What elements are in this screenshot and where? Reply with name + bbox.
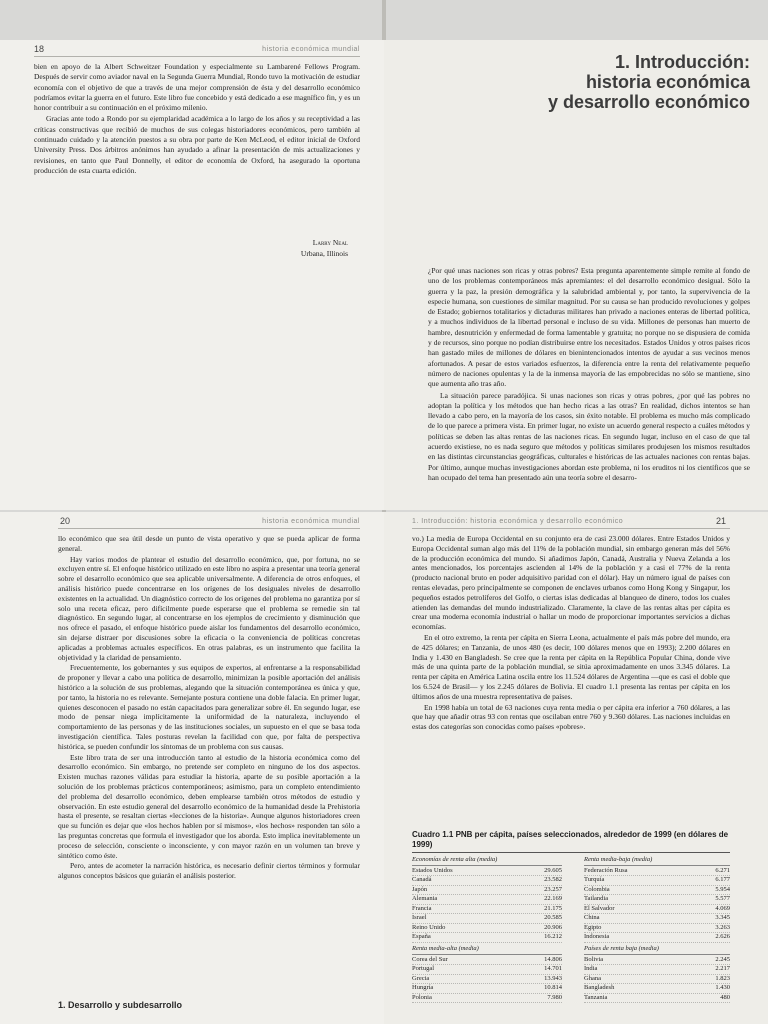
gnp-value: 3.263 xyxy=(715,923,730,931)
country-name: Turquía xyxy=(584,876,605,883)
table-row xyxy=(584,956,730,966)
gnp-value: 10.814 xyxy=(544,984,562,991)
signature-place: Urbana, Illinois xyxy=(300,249,348,258)
gnp-value: 6.271 xyxy=(715,866,730,874)
table-row xyxy=(584,965,730,975)
table-row xyxy=(584,886,730,896)
page-20 xyxy=(0,512,384,1024)
gnp-value: 7.980 xyxy=(547,993,562,1001)
table-group-lower-middle-income xyxy=(584,856,730,943)
gnp-value: 23.257 xyxy=(544,885,562,893)
country-name: Portugal xyxy=(412,965,435,972)
country-name: Corea del Sur xyxy=(412,955,448,963)
country-name: Egipto xyxy=(584,923,602,931)
gnp-value: 14.701 xyxy=(544,965,562,972)
table-row xyxy=(412,965,562,975)
table-top-rule xyxy=(412,852,730,853)
table-group-title: Renta media-alta (media) xyxy=(412,945,562,955)
country-name: India xyxy=(584,965,598,972)
country-name: Francia xyxy=(412,904,432,912)
paragraph: vo.) La media de Europa Occidental en su conjunto era de casi 23.000 dólares. Entre Estados Unidos y Europa Occidental suman algo más del 11% de la población mundial, sin embargo generan más del 56% de la producción económica del mundo. Si añadimos Japón, Canadá, Australia y Nueva Zelanda a los antes mencionados, los porcentajes ascienden al 14% de la población y a casi el 77% de la renta (producto nacional bruto en poder adquisitivo paridad con el dólar). Hay un número igual de países con rentas elevadas, pero principalmente se componen de enclaves urbanos como Hong Kong y Singapur, los pequeños estados petrolíferos del Golfo, o ciertas islas dedicadas al blanqueo de dinero, todos los cuales atienden las demandas del mundo industrializado. Claramente, la clave de las rentas altas per cápita es crear una moderna economía industrial o hallar un modo de proporcionar importantes servicios a dichas economías. xyxy=(412,534,730,632)
country-name: Ghana xyxy=(584,974,601,982)
gnp-value: 1.823 xyxy=(715,974,730,982)
table-group-high-income xyxy=(412,856,562,943)
table-group-title: Renta media-baja (media) xyxy=(584,856,730,866)
table-row xyxy=(412,876,562,886)
table-group-low-income xyxy=(584,945,730,1003)
table-row xyxy=(412,867,562,877)
table-row xyxy=(584,895,730,905)
gnp-value: 22.169 xyxy=(544,895,562,902)
signature-name: Larry Neal xyxy=(312,238,348,247)
gnp-value: 2.626 xyxy=(715,933,730,940)
country-name: Bangladesh xyxy=(584,984,615,991)
country-name: Reino Unido xyxy=(412,923,446,931)
country-name: Colombia xyxy=(584,885,610,893)
table-row xyxy=(412,924,562,934)
table-row xyxy=(584,867,730,877)
gnp-value: 4.069 xyxy=(715,904,730,912)
body-text xyxy=(58,534,360,882)
table-row xyxy=(412,994,562,1004)
gnp-value: 14.806 xyxy=(544,955,562,963)
gnp-value: 23.582 xyxy=(544,876,562,883)
table-row xyxy=(412,886,562,896)
table-row xyxy=(412,933,562,943)
paragraph: Frecuentemente, los gobernantes y sus equipos de expertos, al enfrentarse a la responsabilidad de proponer y llevar a cabo una política de desarrollo, minimizan la posible aportación del análisis histórico a la solución de sus problemas, alegando que la situación contemporánea es única y que, por tanto, la historia no es relevante. Semejante postura contiene una doble falacia. En primer lugar, quienes desconocen el pasado no están capacitados para generalizar sobre él. En segundo lugar, ese modo de pensar niega implícitamente la uniformidad de la naturaleza, incluyendo el comportamiento de las personas y de las instituciones sociales, un supuesto en el que se basa toda investigación científica. Tales posturas revelan la facilidad con que, por falta de perspectiva histórica, se pueden confundir los síntomas de un problema con sus causas. xyxy=(58,663,360,751)
paragraph: llo económico que sea útil desde un punto de vista operativo y que se pueda aplicar de forma general. xyxy=(58,534,360,553)
country-name: China xyxy=(584,914,600,921)
chapter-title-line: y desarrollo económico xyxy=(547,92,750,112)
country-name: El Salvador xyxy=(584,904,615,912)
table-row xyxy=(584,975,730,985)
country-name: Tanzania xyxy=(584,993,608,1001)
section-heading: 1. Desarrollo y subdesarrollo xyxy=(58,1000,183,1010)
table-row xyxy=(412,975,562,985)
gnp-value: 20.906 xyxy=(544,923,562,931)
country-name: Israel xyxy=(412,914,427,921)
running-head: historia económica mundial xyxy=(262,46,360,53)
country-name: Alemania xyxy=(412,895,438,902)
gnp-value: 5.577 xyxy=(715,895,730,902)
gnp-value: 6.177 xyxy=(715,876,730,883)
page-number: 20 xyxy=(60,516,71,526)
chapter-title-line: 1. Introducción: xyxy=(615,52,750,72)
gnp-value: 5.954 xyxy=(715,885,730,893)
country-name: Indonesia xyxy=(584,933,610,940)
gnp-value: 1.430 xyxy=(715,984,730,991)
table-row xyxy=(584,933,730,943)
country-name: Canadá xyxy=(412,876,432,883)
gnp-value: 3.345 xyxy=(715,914,730,921)
body-text xyxy=(428,266,750,484)
body-text xyxy=(34,62,360,177)
paragraph: Hay varios modos de plantear el estudio del desarrollo económico, que, por fortuna, no se excluyen entre sí. El enfoque histórico utilizado en este libro no aspira a presentar una teoría general sobre el desarrollo económico que sea aplicable universalmente. A diferencia de otros enfoques, el análisis histórico puede concentrarse en los orígenes de los desiguales niveles de desarrollo existentes en la actualidad. Un diagnóstico correcto de los orígenes del problema no garantiza por sí solo una receta eficaz, pero difícilmente puede esperarse que el problema se remedie sin tal diagnóstico. En segundo lugar, al concentrarse en los ejemplos de crecimiento y disminución que nos ofrece el pasado, el enfoque histórico puede aislar los fundamentos del desarrollo económico, sin dejarse distraer por discusiones sobre la eficacia o la conveniencia de políticas concretas aplicadas a problemas actuales específicos. En otras palabras, es un instrumento que facilita la objetividad y la claridad de pensamiento. xyxy=(58,554,360,662)
header-rule xyxy=(412,528,730,529)
gnp-value: 29.605 xyxy=(544,866,562,874)
running-head: historia económica mundial xyxy=(262,518,360,525)
table-group-title: Países de renta baja (media) xyxy=(584,945,730,955)
page-18 xyxy=(0,40,384,510)
table-row xyxy=(584,994,730,1004)
paragraph: Este libro trata de ser una introducción tanto al estudio de la historia económica como del desarrollo económico. Sin embargo, no pretende ser completo en ninguno de los dos aspectos. Existen muchas razones válidas para estudiar la historia, aparte de su posible aportación a la solución de los problemas prácticos contemporáneos; asimismo, para un completo entendimiento del problema del desarrollo económico, deben emplearse también otros métodos de estudio y observación. En este estudio general del desarrollo económico de la humanidad desde la Prehistoria hasta el presente, se resaltan ciertas «lecciones de la historia». Aunque algunos historiadores creen que su función es dejar que «los hechos hablen por sí mismos», «los hechos» responden tan sólo a las preguntas concretas que formula el investigador que los aborda. Esto implica inevitablemente un proceso de selección, consciente o inconsciente, y con mayor razón en un volumen tan breve y sintético como éste. xyxy=(58,752,360,860)
gnp-value: 2.245 xyxy=(715,955,730,963)
paragraph: Pero, antes de acometer la narración histórica, es necesario definir ciertos términos y formular algunos conceptos básicos que guiarán el análisis posterior. xyxy=(58,861,360,881)
table-row xyxy=(584,905,730,915)
gnp-value: 20.585 xyxy=(544,914,562,921)
paragraph: ¿Por qué unas naciones son ricas y otras pobres? Esta pregunta aparentemente simple remite al fondo de uno de los problemas contemporáneos más apremiantes: el del desarrollo económico desigual. Sólo la guerra y la paz, la presión demográfica y la salubridad ambiental y, por tanto, la supervivencia de la especie humana, son cuestiones de similar magnitud. Por su causa se han producido revoluciones y golpes de Estado; gobiernos totalitarios y dictaduras militares han privado a naciones enteras de libertad política, y a muchos individuos de la libertad personal e incluso de su vida. Millones de personas han muerto de hambre, desnutrición y enfermedad de forma lamentable y gratuita; no porque no se dispusiera de comida y de recursos, sino porque no podían distribuirse entre los necesitados. Estados Unidos y otros países ricos han gastado miles de millones de dólares en bienintencionados intentos de ayudar a sus vecinos menos afortunados. A pesar de estos variados esfuerzos, la diferencia entre la renta del relativamente pequeño número de naciones opulentas y la de la inmensa mayoría de las empobrecidas no sólo se mantiene, sino que aumenta año tras año. xyxy=(428,266,750,389)
running-head: 1. Introducción: historia económica y desarrollo económico xyxy=(412,518,624,525)
country-name: Tailandia xyxy=(584,895,609,902)
gnp-value: 480 xyxy=(720,993,730,1001)
country-name: Federación Rusa xyxy=(584,866,628,874)
header-rule xyxy=(58,528,360,529)
gnp-value: 16.212 xyxy=(544,933,562,940)
table-row xyxy=(584,924,730,934)
gnp-value: 21.175 xyxy=(544,904,562,912)
page-number: 18 xyxy=(34,44,45,54)
country-name: Estados Unidos xyxy=(412,866,453,874)
gnp-value: 2.217 xyxy=(715,965,730,972)
gnp-value: 13.943 xyxy=(544,974,562,982)
paragraph: Gracias ante todo a Rondo por su ejemplaridad académica a lo largo de los años y su receptividad a las críticas constructivas que recibió de muchos de sus colegas historiadores económicos, pero también al continuado cuidado y la atención puestos a su obra por parte de Ken McLeod, el editor inicial de Oxford University Press. Dos árbitros anónimos han ayudado a afinar la presentación de mis actualizaciones y revisiones, en tanto que Paul Donnelly, el editor de economía de Oxford, ha asegurado la oportuna producción de esta cuarta edición. xyxy=(34,114,360,175)
table-row xyxy=(412,984,562,994)
country-name: Grecia xyxy=(412,974,430,982)
country-name: Hungría xyxy=(412,984,434,991)
header-rule xyxy=(34,56,360,57)
table-row xyxy=(584,876,730,886)
paragraph: La situación parece paradójica. Si unas naciones son ricas y otras pobres, ¿por qué las pobres no adoptan la política y los métodos que han hecho ricas a las otras? En realidad, dichos intentos se han llevado a cabo pero, en la mayoría de los casos, sin éxito notable. El problema es mucho más complicado de lo que parece a primera vista. En primer lugar, no existe un acuerdo general respecto a cuáles métodos y políticas se deben las altas rentas de las naciones ricas. En segundo lugar, incluso en el caso de que tal acuerdo existiese, no es nada seguro que métodos y políticas similares produjesen los mismos resultados en las distintas circunstancias geográficas, culturales e históricas de las actuales naciones con rentas bajas. Por último, aunque muchas investigaciones abordan este problema, ni los eruditos ni los científicos que se han ocupado del tema han presentado aún una teoría sobre el desarro- xyxy=(428,390,750,482)
page-number: 21 xyxy=(715,516,726,526)
page-19 xyxy=(384,40,768,510)
body-text xyxy=(412,534,730,733)
table-row xyxy=(412,914,562,924)
chapter-title xyxy=(548,52,750,112)
paragraph: bien en apoyo de la Albert Schweitzer Foundation y especialmente su Lambarené Fellows Program. Después de servir como aviador naval en la Segunda Guerra Mundial, Rondo tuvo la motivación de estudiar economía con el objetivo de que a través de una mejor comprensión de ésta y del desarrollo económico podríamos evitar la guerra en el futuro. Este libro fue concebido y está dedicado a ese magnífico fin, y es un honor contribuir a su continuación en el próximo milenio. xyxy=(34,62,360,113)
table-caption: Cuadro 1.1 PNB per cápita, países seleccionados, alrededor de 1999 (en dólares de 1999) xyxy=(412,830,729,849)
country-name: Japón xyxy=(412,885,428,893)
page-21 xyxy=(384,512,768,1024)
table-row xyxy=(412,895,562,905)
country-name: España xyxy=(412,933,431,940)
table-row xyxy=(412,956,562,966)
country-name: Polonia xyxy=(412,993,432,1001)
paragraph: En el otro extremo, la renta per cápita en Sierra Leona, actualmente el país más pobre del mundo, era de 425 dólares; en Tanzania, de unos 480 (es decir, 100 dólares menos que en 1993); 2.200 dólares en India y 1.430 en Bangladesh. Se cree que la renta per cápita en la República Popular China, donde vive más de una quinta parte de la población mundial, se sitúa aproximadamente en unos 3.345 dólares. La renta per cápita en América Latina oscila entre los 11.524 dólares de Argentina —que es casi el doble que los 6.524 de Brasil— y los 2.245 dólares de Bolivia. El cuadro 1.1 presenta las rentas per cápita en los últimos años de una muestra representativa de países. xyxy=(412,632,730,701)
table-row xyxy=(584,984,730,994)
chapter-title-line: historia económica xyxy=(585,72,750,92)
country-name: Bolivia xyxy=(584,955,604,963)
paragraph: En 1998 había un total de 63 naciones cuya renta media o per cápita era inferior a 760 dólares, a las que hay que añadir otras 93 con rentas que oscilaban entre 760 y 9.360 dólares. Las naciones incluidas en estas dos categorías son conocidas como países «pobres». xyxy=(412,702,730,732)
table-group-title: Economías de renta alta (media) xyxy=(412,856,562,866)
table-row xyxy=(584,914,730,924)
table-row xyxy=(412,905,562,915)
table-group-upper-middle-income xyxy=(412,945,562,1003)
